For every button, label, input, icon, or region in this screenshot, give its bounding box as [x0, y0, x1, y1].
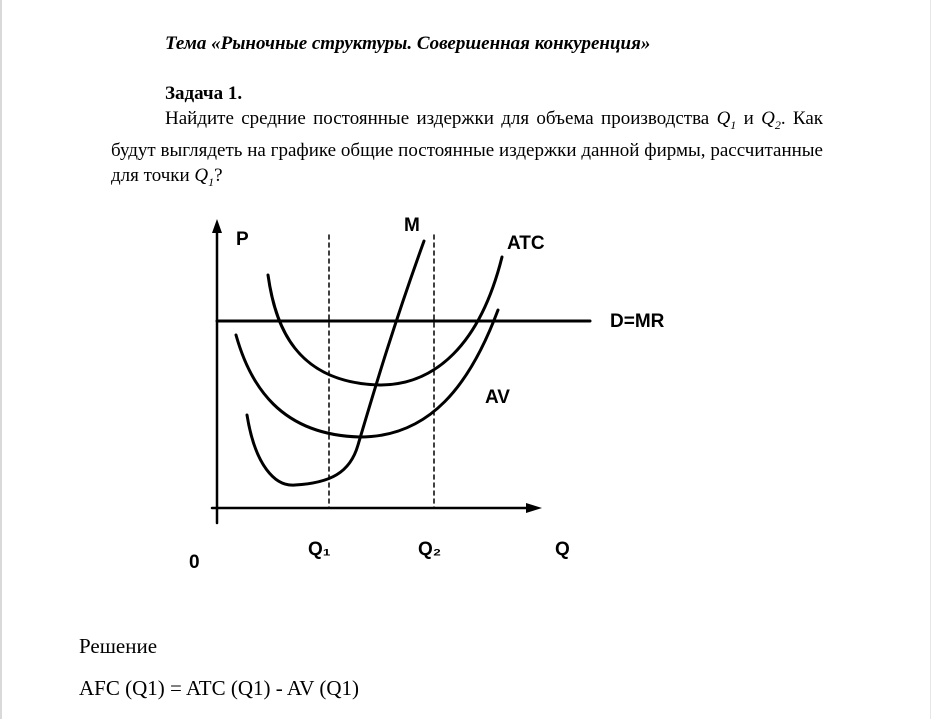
label-q1: Q₁	[308, 539, 331, 560]
cost-curves-diagram	[180, 205, 690, 585]
page-right-edge	[930, 0, 931, 719]
q1-symbol: $Q_1$	[716, 108, 737, 132]
task-title: Задача 1.	[165, 83, 243, 104]
label-av: AV	[485, 387, 510, 408]
task-text-part2: . Как будут выглядеть на графике общие постоянные издержки данной фирмы, рассчитанные для точки	[111, 108, 824, 186]
q1-symbol-second: $Q_1$	[194, 164, 215, 189]
label-q2: Q₂	[418, 539, 442, 560]
task-text	[111, 106, 823, 195]
label-zero: 0	[189, 552, 200, 573]
m-curve	[247, 241, 424, 485]
task-text-part1: Найдите средние постоянные издержки для объема производства	[165, 108, 710, 129]
task-text-end: ?	[214, 164, 223, 186]
label-p: P	[236, 229, 249, 250]
solution-heading: Решение	[79, 634, 158, 658]
x-axis-arrow	[526, 503, 542, 513]
q2-symbol: $Q_2$	[761, 108, 781, 132]
solution-formula: AFC (Q1) = ATC (Q1) - AV (Q1)	[79, 676, 359, 700]
topic-heading: Тема «Рыночные структуры. Совершенная конкуренция»	[165, 33, 651, 54]
task-text-conj: и	[743, 108, 754, 129]
page-left-edge	[0, 0, 2, 719]
label-atc: ATC	[507, 233, 545, 254]
y-axis-arrow	[212, 219, 222, 233]
label-q: Q	[555, 539, 570, 560]
label-d-mr: D=MR	[610, 311, 665, 332]
label-m: M	[404, 215, 420, 236]
